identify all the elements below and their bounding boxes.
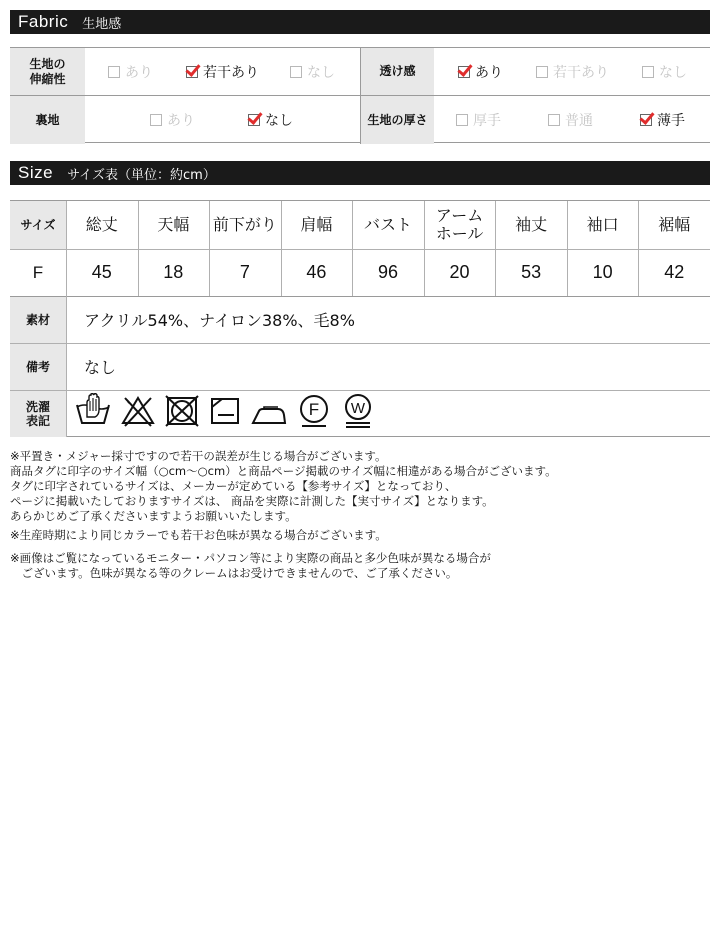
fabric-section-bar [10, 10, 710, 34]
fabric-title-ja: 生地感 [82, 16, 122, 32]
size-column-header: 前下がり [212, 215, 277, 234]
size-value-cell: 18 [163, 262, 184, 282]
notes-group-2: ※生産時期により同じカラーでも若干お色味が異なる場合がございます。 [10, 528, 387, 542]
thickness-option-futsu[interactable]: 普通 [548, 96, 593, 144]
checkbox-icon[interactable] [186, 66, 198, 78]
checkbox-icon[interactable] [536, 66, 548, 78]
lining-header: 裏地 [10, 96, 85, 144]
stretch-option-nashi[interactable]: なし [290, 48, 335, 95]
size-header-label: サイズ [10, 201, 66, 249]
size-column-header: 肩幅 [300, 215, 333, 234]
no-bleach-icon [120, 393, 156, 429]
size-value-cell: 20 [449, 262, 470, 282]
care-label: 洗濯 表記 [10, 390, 66, 437]
thickness-option-usude[interactable]: 薄手 [640, 96, 685, 144]
size-column-header: 総丈 [85, 215, 118, 234]
thickness-header: 生地の厚さ [361, 96, 434, 144]
fabric-row-2 [10, 96, 710, 144]
size-value-cell: 53 [521, 262, 542, 282]
fabric-table [10, 47, 710, 143]
size-value-cell: 42 [664, 262, 685, 282]
professional-wet-clean-w-icon [340, 393, 376, 429]
iron-low-icon [250, 393, 288, 429]
notes-group-3: ※画像はご覧になっているモニター・パソコン等により実際の商品と多少色味が異なる場合が ございます。色味が異なる等のクレームはお受けできませんので、ご了承ください。 [10, 551, 491, 580]
size-section-bar [10, 161, 710, 185]
flat-dry-shade-icon [208, 393, 242, 429]
size-column-header: 袖口 [586, 215, 619, 234]
checkbox-icon[interactable] [642, 66, 654, 78]
material-label: 素材 [10, 296, 66, 343]
thickness-option-atsude[interactable]: 厚手 [456, 96, 501, 144]
size-row-label: F [10, 249, 66, 296]
sheer-option-ari[interactable]: あり [458, 48, 503, 95]
checkbox-icon[interactable] [248, 114, 260, 126]
checkbox-icon[interactable] [548, 114, 560, 126]
remarks-value: なし [84, 358, 117, 377]
remarks-label: 備考 [10, 343, 66, 390]
fabric-row-1 [10, 48, 710, 96]
professional-dry-clean-f-icon [296, 393, 332, 429]
no-tumble-dry-icon [164, 393, 200, 429]
checkbox-icon[interactable] [150, 114, 162, 126]
hand-wash-icon [74, 393, 112, 429]
sheer-option-nashi[interactable]: なし [642, 48, 687, 95]
size-value-cell: 96 [377, 262, 398, 282]
size-value-cell: 7 [239, 262, 250, 282]
size-column-header: アーム ホール [435, 206, 484, 243]
checkbox-icon[interactable] [290, 66, 302, 78]
size-column-header: 天幅 [157, 215, 190, 234]
size-column-header: 裾幅 [658, 215, 691, 234]
stretch-header: 生地の 伸縮性 [10, 48, 85, 95]
lining-option-nashi[interactable]: なし [248, 96, 293, 144]
size-title-ja: サイズ表（単位：約cm） [67, 167, 216, 183]
size-column-header: 袖丈 [515, 215, 548, 234]
svg-text:W: W [350, 400, 366, 417]
size-value-cell: 45 [91, 262, 112, 282]
checkbox-icon[interactable] [456, 114, 468, 126]
fabric-title-en: Fabric [18, 12, 69, 31]
stretch-option-jakkan-ari[interactable]: 若干あり [186, 48, 259, 95]
sheerness-header: 透け感 [361, 48, 434, 95]
size-value-cell: 10 [592, 262, 613, 282]
lining-option-ari[interactable]: あり [150, 96, 195, 144]
size-value-cell: 46 [306, 262, 327, 282]
svg-text:F: F [308, 400, 320, 419]
sheer-option-jakkan-ari[interactable]: 若干あり [536, 48, 609, 95]
notes-group-1: ※平置き・メジャー採寸ですので若干の誤差が生じる場合がございます。 商品タグに印字のサイズ幅（○cm〜○cm）と商品ページ掲載のサイズ幅に相違がある場合がございます。 タグに印字されているサイズは、メーカーが定めている【参考サイズ】となっており、 ページに掲載いたしておりますサイズは、 商品を実際に計測した【実寸サイズ】となります。 あらかじめご了承くださいますようお願いいたします。 [10, 449, 557, 523]
checkbox-icon[interactable] [640, 114, 652, 126]
size-title-en: Size [18, 163, 54, 182]
care-icons [74, 391, 376, 431]
stretch-option-ari[interactable]: あり [108, 48, 153, 95]
size-column-header: バスト [363, 215, 412, 234]
checkbox-icon[interactable] [108, 66, 120, 78]
material-value: アクリル54%、ナイロン38%、毛8% [84, 311, 355, 330]
checkbox-icon[interactable] [458, 66, 470, 78]
